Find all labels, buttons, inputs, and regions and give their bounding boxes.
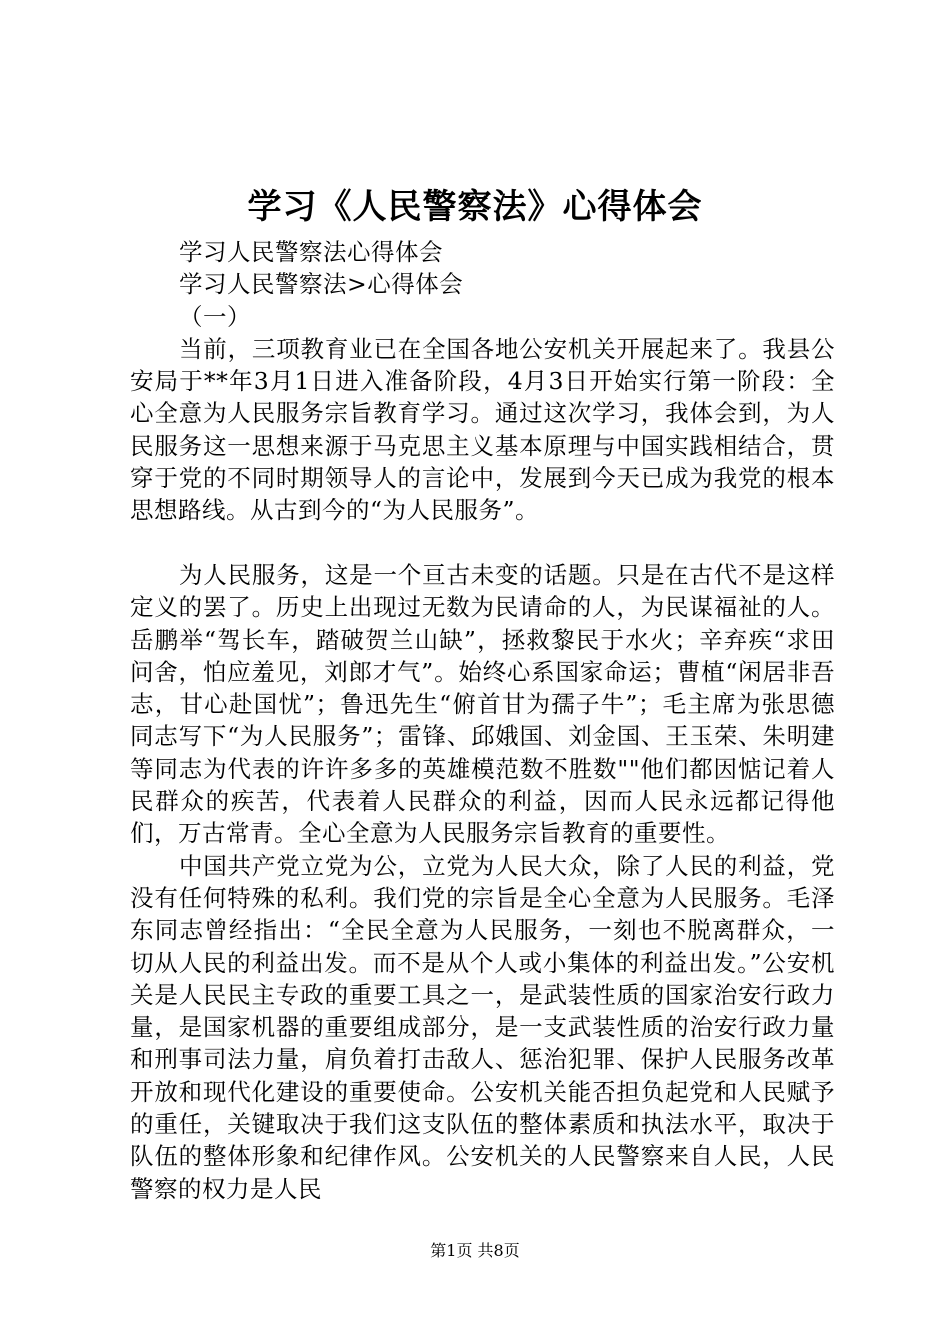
paragraph-3: 中国共产党立党为公，立党为人民大众，除了人民的利益，党没有任何特殊的私利。我们党的宗旨是全心全意为人民服务。毛泽东同志曾经指出：“全民全意为人民服务，一刻也不脱离群众，一切从人民的利益出发。而不是从个人或小集体的利益出发。”公安机关是人民民主专政的重要工具之一，是武装性质的国家治安行政力量，是国家机器的重要组成部分，是一支武装性质的治安行政力量和刑事司法力量，肩负着打击敌人、惩治犯罪、保护人民服务改革开放和现代化建设的重要使命。公安机关能否担负起党和人民赋予的重任，关键取决于我们这支队伍的整体素质和执法水平，取决于队伍的整体形象和纪律作风。公安机关的人民警察来自人民，人民警察的权力是人民 [130, 851, 835, 1203]
paragraph-1: 当前，三项教育业已在全国各地公安机关开展起来了。我县公安局于**年3月1日进入准备阶段，4月3日开始实行第一阶段：全心全意为人民服务宗旨教育学习。通过这次学习，我体会到，为人民服务这一思想来源于马克思主义基本原理与中国实践相结合，贯穿于党的不同时期领导人的言论中，发展到今天已成为我党的根本思想路线。从古到今的“为人民服务”。 [130, 334, 835, 525]
document-title: 学习《人民警察法》心得体会 [247, 187, 703, 227]
subtitle-line-1: 学习人民警察法心得体会 [179, 238, 443, 266]
document-body [130, 236, 835, 1205]
paragraph-spacer [130, 527, 835, 559]
page-number-footer: 第1页 共8页 [430, 1241, 520, 1260]
paragraph-2: 为人民服务，这是一个亘古未变的话题。只是在古代不是这样定义的罢了。历史上出现过无数为民请命的人，为民谋福祉的人。岳鹏举“驾长车，踏破贺兰山缺”，拯救黎民于水火；辛弃疾“求田问舍，怕应羞见，刘郎才气”。始终心系国家命运；曹植“闲居非吾志，甘心赴国忧”；鲁迅先生“俯首甘为孺子牛”；毛主席为张思德同志写下“为人民服务”；雷锋、邱娥国、刘金国、王玉荣、朱明建等同志为代表的许许多多的英雄模范数不胜数""他们都因惦记着人民群众的疾苦，代表着人民群众的利益，因而人民永远都记得他们，万古常青。全心全意为人民服务宗旨教育的重要性。 [130, 560, 835, 848]
subtitle-line-2: 学习人民警察法>心得体会 [179, 270, 464, 299]
section-marker: （一） [179, 302, 251, 331]
